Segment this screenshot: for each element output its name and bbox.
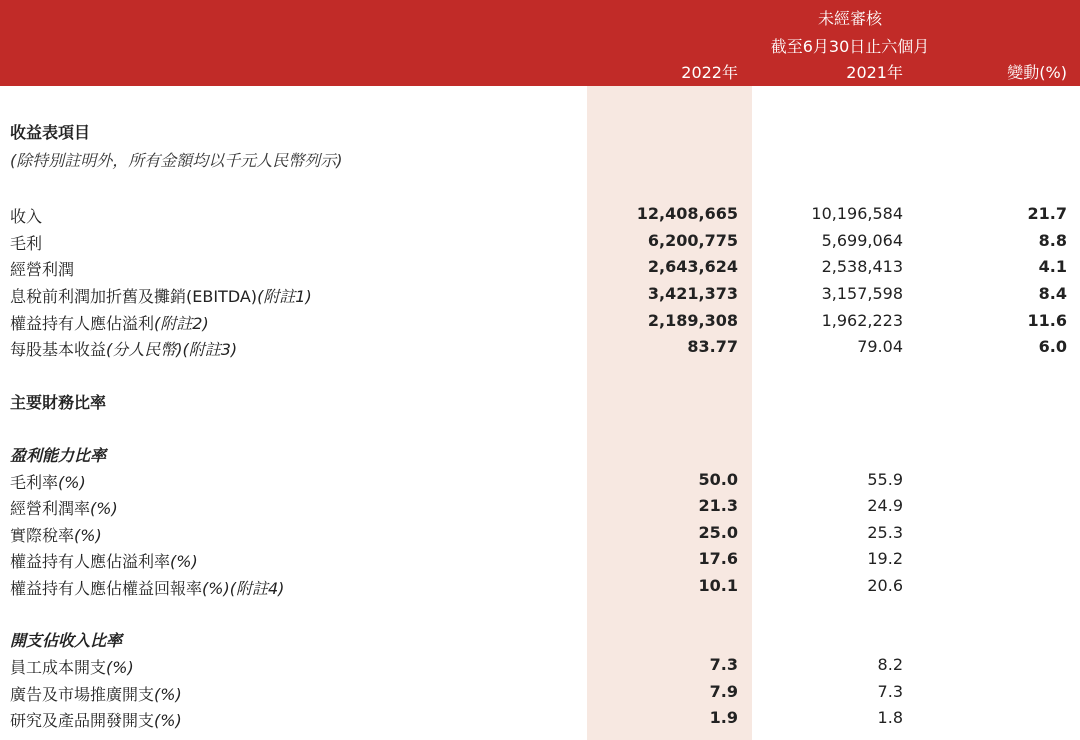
row-label: 廣告及市場推廣開支 bbox=[10, 685, 155, 704]
value-2022: 7.9 bbox=[709, 682, 738, 701]
row-note: (%) bbox=[154, 685, 182, 704]
value-2022: 7.3 bbox=[709, 655, 738, 674]
row-label: 實際稅率 bbox=[10, 526, 75, 545]
row-note: (%) bbox=[154, 711, 182, 730]
row-note: (%) bbox=[106, 658, 134, 677]
row-label: 員工成本開支 bbox=[10, 658, 107, 677]
value-2022: 2,643,624 bbox=[647, 257, 738, 276]
row-label: 息稅前利潤加折舊及攤銷(EBITDA) bbox=[10, 287, 258, 306]
value-change: 8.8 bbox=[1038, 231, 1067, 250]
value-2022: 1.9 bbox=[709, 708, 738, 727]
audit-status-label: 未經審核 bbox=[817, 9, 882, 28]
value-2022: 17.6 bbox=[698, 549, 738, 568]
table-header-band bbox=[0, 0, 1080, 86]
row-label: 權益持有人應佔溢利 bbox=[10, 314, 155, 333]
row-label: 經營利潤率 bbox=[10, 499, 91, 518]
value-2021: 10,196,584 bbox=[811, 204, 903, 223]
row-label: 毛利 bbox=[10, 234, 43, 253]
row-label: 經營利潤 bbox=[10, 260, 75, 279]
value-change: 4.1 bbox=[1038, 257, 1067, 276]
row-label: 權益持有人應佔溢利率 bbox=[10, 552, 171, 571]
column-header-2022: 2022年 bbox=[681, 63, 738, 82]
value-2022: 2,189,308 bbox=[647, 311, 738, 330]
value-2021: 25.3 bbox=[867, 523, 903, 542]
value-2021: 79.04 bbox=[857, 337, 903, 356]
value-2022: 50.0 bbox=[698, 470, 738, 489]
row-note: (%) bbox=[170, 552, 198, 571]
value-2022: 6,200,775 bbox=[647, 231, 738, 250]
value-2022: 83.77 bbox=[687, 337, 738, 356]
section-title-ratios: 主要財務比率 bbox=[10, 393, 107, 412]
value-2022: 25.0 bbox=[698, 523, 738, 542]
column-header-change: 變動(%) bbox=[1007, 63, 1067, 82]
value-change: 11.6 bbox=[1027, 311, 1067, 330]
row-note: (附註2) bbox=[154, 314, 209, 333]
subsection-title-expenses: 開支佔收入比率 bbox=[10, 631, 123, 650]
row-label: 收入 bbox=[10, 207, 43, 226]
column-header-2021: 2021年 bbox=[846, 63, 903, 82]
value-2021: 7.3 bbox=[877, 682, 903, 701]
row-note: (%) bbox=[90, 499, 118, 518]
row-label: 毛利率 bbox=[10, 473, 59, 492]
value-2021: 8.2 bbox=[877, 655, 903, 674]
row-note: (分人民幣)(附註3) bbox=[106, 340, 238, 359]
value-2021: 5,699,064 bbox=[821, 231, 903, 250]
value-change: 8.4 bbox=[1038, 284, 1067, 303]
period-label: 截至6月30日止六個月 bbox=[770, 37, 930, 56]
value-2021: 20.6 bbox=[867, 576, 903, 595]
value-2022: 21.3 bbox=[698, 496, 738, 515]
value-change: 21.7 bbox=[1027, 204, 1067, 223]
value-2022: 10.1 bbox=[698, 576, 738, 595]
value-2021: 24.9 bbox=[867, 496, 903, 515]
row-label: 權益持有人應佔權益回報率 bbox=[10, 579, 203, 598]
row-note: (附註1) bbox=[257, 287, 312, 306]
value-change: 6.0 bbox=[1038, 337, 1067, 356]
value-2021: 1.8 bbox=[877, 708, 903, 727]
value-2021: 19.2 bbox=[867, 549, 903, 568]
section-subtitle-income: (除特別註明外，所有金額均以千元人民幣列示) bbox=[10, 151, 343, 170]
value-2022: 12,408,665 bbox=[636, 204, 738, 223]
row-note: (%)(附註4) bbox=[202, 579, 285, 598]
value-2021: 1,962,223 bbox=[821, 311, 903, 330]
row-label: 研究及產品開發開支 bbox=[10, 711, 155, 730]
section-title-income: 收益表項目 bbox=[10, 123, 91, 142]
row-note: (%) bbox=[58, 473, 86, 492]
value-2022: 3,421,373 bbox=[647, 284, 738, 303]
column-2022-highlight bbox=[587, 86, 752, 740]
value-2021: 55.9 bbox=[867, 470, 903, 489]
row-label: 每股基本收益 bbox=[10, 340, 107, 359]
value-2021: 3,157,598 bbox=[821, 284, 903, 303]
value-2021: 2,538,413 bbox=[821, 257, 903, 276]
subsection-title-profitability: 盈利能力比率 bbox=[10, 446, 107, 465]
row-note: (%) bbox=[74, 526, 102, 545]
